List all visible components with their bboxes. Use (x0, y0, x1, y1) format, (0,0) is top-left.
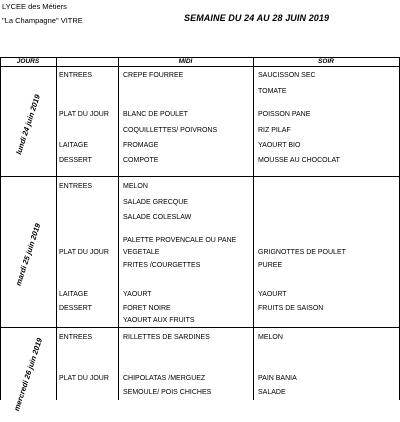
midi-item: SALADE COLESLAW (123, 214, 192, 221)
category-label: PLAT DU JOUR (59, 249, 109, 256)
school-name: LYCEE des Métiers (2, 2, 67, 11)
soir-item: YAOURT BIO (258, 142, 301, 149)
column-header-days: JOURS (16, 58, 40, 65)
category-label: PLAT DU JOUR (59, 375, 109, 382)
header-bottom-border (0, 66, 400, 67)
day-label: mardi 25 juin 2019 (13, 222, 43, 287)
midi-item: CHIPOLATAS /MERGUEZ (123, 375, 206, 382)
midi-item: YAOURT AUX FRUITS (123, 317, 195, 324)
soir-item: FRUITS DE SAISON (258, 305, 324, 312)
day-label: mercredi 26 juin 2019 (11, 336, 45, 413)
midi-item: CREPE FOURREE (123, 72, 184, 79)
soir-item: RIZ PILAF (258, 127, 291, 134)
soir-item: YAOURT (258, 291, 287, 298)
soir-item: PAIN BANIA (258, 375, 297, 382)
midi-item: SALADE GRECQUE (123, 199, 188, 206)
column-divider (56, 57, 57, 400)
category-label: ENTREES (59, 334, 93, 341)
category-label: ENTREES (59, 72, 93, 79)
school-subtitle: "La Champagne" VITRE (2, 16, 83, 25)
midi-item: FORET NOIRE (123, 305, 171, 312)
table-left-border (0, 57, 1, 400)
day-separator (0, 327, 400, 328)
soir-item: POISSON PANE (258, 111, 311, 118)
column-header-midi: MIDI (178, 58, 193, 65)
soir-item: SALADE (258, 389, 286, 396)
category-label: ENTREES (59, 183, 93, 190)
soir-item: MOUSSE AU CHOCOLAT (258, 157, 340, 164)
midi-item: COMPOTE (123, 157, 159, 164)
category-label: DESSERT (59, 305, 92, 312)
column-divider (253, 57, 254, 400)
category-label: DESSERT (59, 157, 92, 164)
category-label: PLAT DU JOUR (59, 111, 109, 118)
midi-item: YAOURT (123, 291, 152, 298)
day-label: lundi 24 juin 2019 (14, 93, 42, 156)
soir-item: PUREE (258, 262, 283, 269)
category-label: LAITAGE (59, 291, 89, 298)
midi-item: FRITES /COURGETTES (123, 262, 201, 269)
soir-item: GRIGNOTTES DE POULET (258, 249, 346, 256)
soir-item: SAUCISSON SEC (258, 72, 316, 79)
soir-item: MELON (258, 334, 283, 341)
midi-item: VEGETALE (123, 249, 160, 256)
column-header-soir: SOIR (318, 58, 334, 65)
midi-item: FROMAGE (123, 142, 159, 149)
midi-item: BLANC DE POULET (123, 111, 188, 118)
category-label: LAITAGE (59, 142, 89, 149)
midi-item: SEMOULE/ POIS CHICHES (123, 389, 212, 396)
week-title: SEMAINE DU 24 AU 28 JUIN 2019 (184, 13, 330, 23)
column-divider (118, 57, 119, 400)
day-separator (0, 176, 400, 177)
soir-item: TOMATE (258, 88, 287, 95)
midi-item: RILLETTES DE SARDINES (123, 334, 210, 341)
midi-item: COQUILLETTES/ POIVRONS (123, 127, 218, 134)
midi-item: PALETTE PROVENCALE OU PANE (123, 237, 237, 244)
midi-item: MELON (123, 183, 148, 190)
